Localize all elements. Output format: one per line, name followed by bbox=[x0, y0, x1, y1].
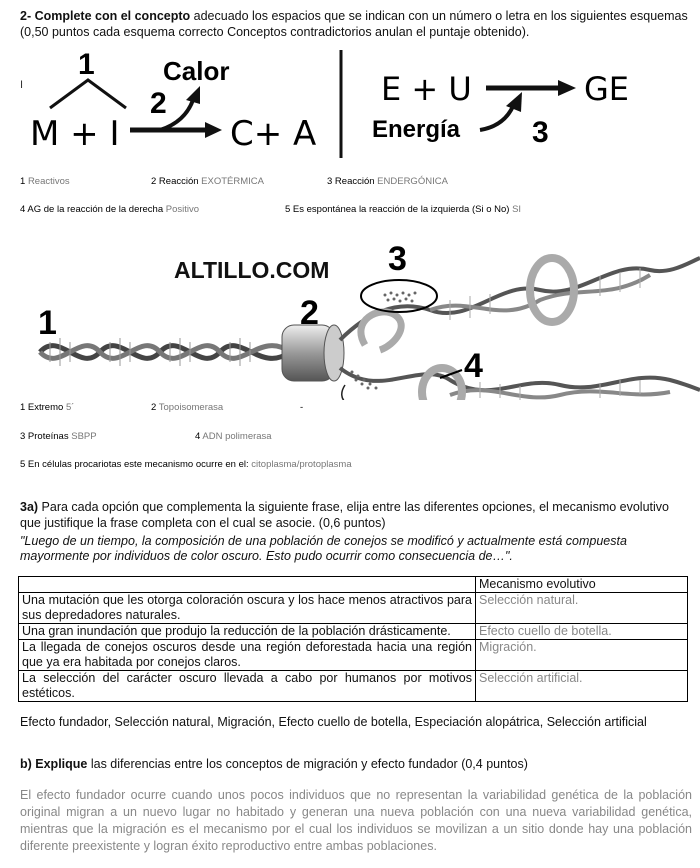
table-row bbox=[19, 593, 688, 624]
label-1: 1 bbox=[78, 48, 95, 81]
energy-input-arrow bbox=[480, 104, 514, 130]
left-mark: I bbox=[20, 79, 24, 91]
dna-label-1: 1 bbox=[38, 304, 57, 342]
base-pairs-upper bbox=[450, 268, 640, 320]
table-header-mechanism: Mecanismo evolutivo bbox=[476, 577, 688, 593]
question-3a-label: 3a) bbox=[20, 500, 39, 514]
bracket-1 bbox=[50, 80, 126, 108]
dash-mark: - bbox=[300, 402, 304, 413]
watermark: ALTILLO.COM bbox=[174, 257, 330, 283]
table-row bbox=[19, 624, 688, 640]
question-b-text: las diferencias entre los conceptos de migración y efecto fundador (0,4 puntos) bbox=[87, 757, 528, 771]
answer-b3: 3 Proteínas SBPP bbox=[20, 431, 97, 442]
reaction-arrowhead-right bbox=[558, 80, 576, 96]
ssb-dots-upper bbox=[384, 292, 417, 303]
table-cell-situation: La llegada de conejos oscuros desde una región deforestada hacia una región que ya era habitada por conejos claros. bbox=[19, 640, 476, 671]
products-left: C+ A bbox=[230, 114, 317, 154]
evolution-table bbox=[18, 576, 688, 702]
heat-arrowhead bbox=[186, 86, 200, 104]
table-cell-answer: Efecto cuello de botella. bbox=[476, 624, 688, 640]
reaction-diagram bbox=[0, 48, 700, 173]
answer-b1-value: 5´ bbox=[65, 402, 75, 413]
reactants-left: M + I bbox=[30, 114, 120, 154]
energia-label: Energía bbox=[372, 116, 461, 143]
dna-label-2: 2 bbox=[300, 294, 319, 332]
reaction-arrowhead-left bbox=[205, 122, 222, 138]
topoisomerase-ring bbox=[282, 325, 344, 381]
answer-b5: 5 En células procariotas este mecanismo ocurre en el: citoplasma/protoplasma bbox=[20, 459, 352, 470]
ssb-protein-loop bbox=[361, 312, 401, 350]
answer-4: 4 AG de la reacción de la derecha Positivo bbox=[20, 204, 200, 215]
product-right: GE bbox=[584, 70, 630, 108]
question-2 bbox=[20, 8, 692, 40]
table-cell-situation: Una gran inundación que produjo la reducción de la población drásticamente. bbox=[19, 624, 476, 640]
answer-b2-value: Topoisomerasa bbox=[158, 402, 224, 413]
answer-3: 3 Reacción ENDERGÓNICA bbox=[327, 176, 448, 187]
dna-replication-figure bbox=[0, 240, 700, 400]
options-list: Efecto fundador, Selección natural, Migración, Efecto cuello de botella, Especiación alopátrica, Selección artificial bbox=[20, 715, 647, 729]
answer-b3-value: SBPP bbox=[71, 431, 97, 442]
table-cell-situation: Una mutación que les otorga coloración oscura y los hace menos atractivos para sus depredadores naturales. bbox=[19, 593, 476, 624]
answer-2-value: EXOTÉRMICA bbox=[201, 176, 264, 187]
table-header-row bbox=[19, 577, 688, 593]
table-cell-answer: Selección artificial. bbox=[476, 671, 688, 702]
calor-label: Calor bbox=[163, 56, 230, 86]
answer-b4: 4 ADN polimerasa bbox=[195, 431, 272, 442]
rotation-arrow bbox=[342, 385, 365, 400]
question-b-answer: El efecto fundador ocurre cuando unos pocos individuos que no representan la variabilidad genética de la población original migran a un nuevo lugar no habitado y generan una nueva población con una nueva variabilidad genética, mientras que la migración es el mecanismo por el cual los individuos se movilizan a un sitio donde hay una población diferente preexistente y logran éxito reproductivo entre ambas poblaciones. bbox=[20, 788, 692, 853]
question-3a-quote: "Luego de un tiempo, la composición de una población de conejos se modificó y actualmente está compuesta mayormente por individuos de color oscuro. Esto pudo ocurrir como consecuencia de…". bbox=[20, 534, 627, 563]
answer-1: 1 Reactivos bbox=[20, 176, 70, 187]
answer-b4-value: ADN polimerasa bbox=[202, 431, 272, 442]
energy-arrowhead bbox=[506, 92, 522, 112]
answer-b2: 2 Topoisomerasa bbox=[151, 402, 224, 413]
table-header-empty bbox=[19, 577, 476, 593]
answer-1-value: Reactivos bbox=[27, 176, 70, 187]
answer-5: 5 Es espontánea la reacción de la izquierda (Si o No) SI bbox=[285, 204, 522, 215]
answer-b5-value: citoplasma/protoplasma bbox=[251, 459, 352, 470]
answer-2: 2 Reacción EXOTÉRMICA bbox=[151, 176, 264, 187]
table-cell-answer: Migración. bbox=[476, 640, 688, 671]
question-b bbox=[20, 757, 692, 771]
answer-3-value: ENDERGÓNICA bbox=[377, 176, 448, 187]
question-2-text: adecuado los espacios que se indican con un número o letra en los siguientes esquemas (0,50 puntos cada esquema correcto Conceptos contradictorios anulan el puntaje obtenido). bbox=[20, 9, 688, 39]
dna-label-3: 3 bbox=[388, 240, 407, 278]
question-2-title: 2- Complete con el concepto bbox=[20, 9, 191, 23]
answer-b1: 1 Extremo 5´ bbox=[20, 402, 75, 413]
double-helix-left bbox=[40, 346, 290, 359]
table-cell-answer: Selección natural. bbox=[476, 593, 688, 624]
label-3: 3 bbox=[532, 116, 549, 149]
answer-4-value: Positivo bbox=[165, 204, 200, 215]
question-3a bbox=[20, 499, 692, 531]
table-row bbox=[19, 671, 688, 702]
table-cell-situation: La selección del carácter oscuro llevada a cabo por humanos por motivos estéticos. bbox=[19, 671, 476, 702]
table-row bbox=[19, 640, 688, 671]
answer-5-value: SI bbox=[512, 204, 522, 215]
label-2: 2 bbox=[150, 87, 167, 120]
reactants-right: E + U bbox=[381, 70, 472, 108]
question-3a-text: Para cada opción que complementa la siguiente frase, elija entre las diferentes opciones, el mecanismo evolutivo que justifique la frase completa con el cual se asocie. (0,6 puntos) bbox=[20, 500, 669, 530]
question-b-label: b) Explique bbox=[20, 757, 88, 771]
dna-label-4: 4 bbox=[464, 347, 483, 385]
